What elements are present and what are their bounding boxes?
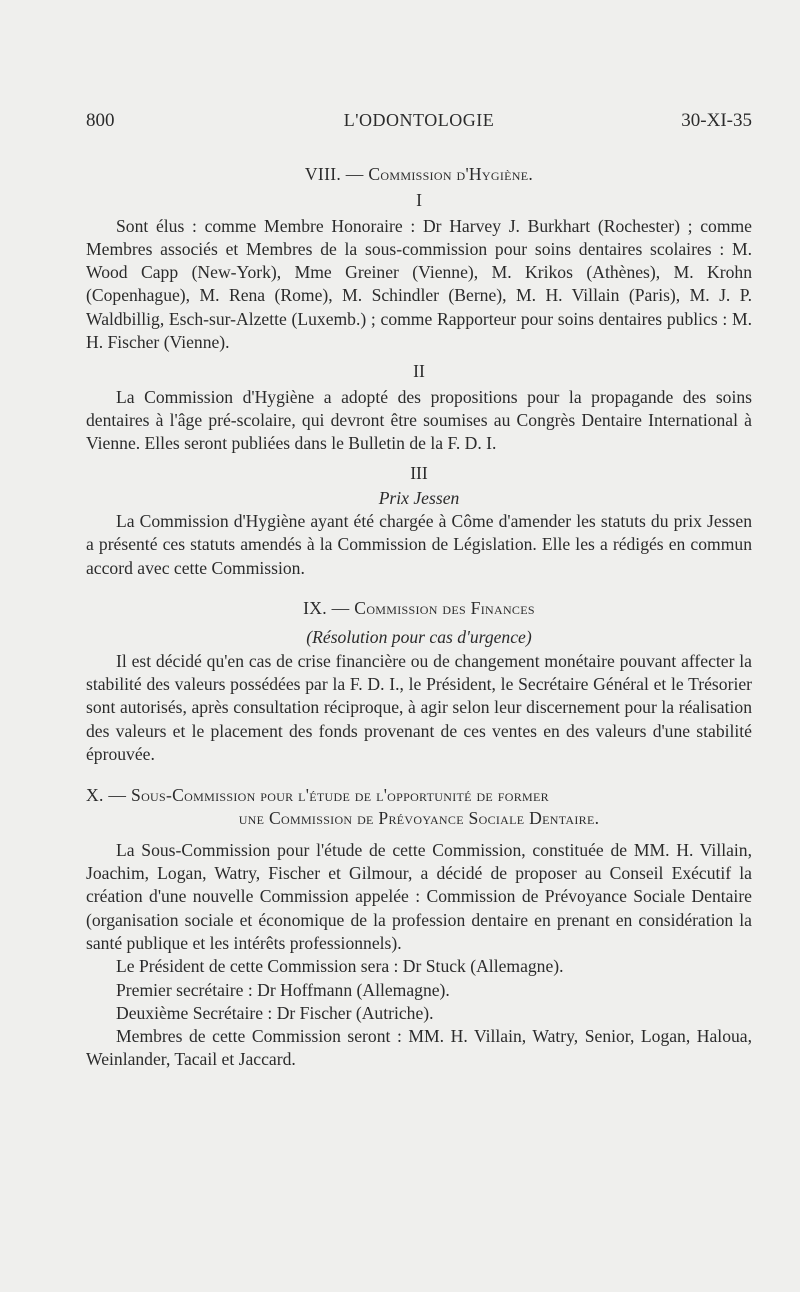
section-9-paragraph: Il est décidé qu'en cas de crise financière ou de changement monétaire pouvant affecter la stabilité des valeurs possédées par la F. D. I., le Président, le Secrétaire Général et le Trésorier sont autorisés, après consultation réciproque, à agir selon leur discernement pour la réalisation des valeurs et le placement des fonds provenant de ces ventes en des valeurs d'une stabilité éprouvée. (86, 650, 752, 764)
section-8-part-3-paragraph: La Commission d'Hygiène ayant été chargée à Côme d'amender les statuts du prix Jessen a présenté ces statuts amendés à la Commission de Législation. Elle les a rédigés en commun accord avec cette Commission. (86, 511, 752, 578)
section-9-subtitle: (Résolution pour cas d'urgence) (306, 627, 532, 648)
section-10-heading-line-1: X. — Sous-Commission pour l'étude de l'opportunité de former (86, 785, 549, 806)
journal-title: L'ODONTOLOGIE (343, 110, 495, 130)
section-10-president: Le Président de cette Commission sera : Dr Stuck (Allemagne). (116, 956, 564, 977)
section-9-heading: IX. — Commission des Finances (303, 598, 535, 619)
section-8-part-2-paragraph: La Commission d'Hygiène a adopté des propositions pour la propagande des soins dentaires à l'âge pré-scolaire, qui devront être soumises au Congrès Dentaire International à Vienne. Elles seront publiées dans le Bulletin de la F. D. I. (86, 386, 752, 454)
issue-date: 30-XI-35 (681, 110, 752, 131)
running-header (86, 110, 752, 140)
section-10-paragraph: La Sous-Commission pour l'étude de cette Commission, constituée de MM. H. Villain, Joachim, Logan, Watry, Fischer et Gilmour, a décidé de proposer au Conseil Exécutif la création d'une nouvelle Commission appelée : Commission de Prévoyance Sociale Dentaire (organisation sociale et économique de la profession dentaire en prenant en considération la santé publique et les intérêts professionnels). (86, 839, 752, 953)
section-10-first-secretary: Premier secrétaire : Dr Hoffmann (Allemagne). (116, 979, 450, 1000)
section-8-part-3-subtitle: Prix Jessen (378, 487, 460, 508)
section-8-heading: VIII. — Commission d'Hygiène. (304, 164, 534, 184)
section-10-heading-line-2: une Commission de Prévoyance Sociale Dentaire. (238, 808, 600, 829)
page-number: 800 (86, 110, 115, 131)
body-text (86, 160, 752, 1072)
section-10-second-secretary: Deuxième Secrétaire : Dr Fischer (Autriche). (116, 1002, 434, 1023)
section-8-part-2-number: II (413, 361, 425, 382)
section-10-members: Membres de cette Commission seront : MM. H. Villain, Watry, Senior, Logan, Haloua, Weinlander, Tacail et Jaccard. (86, 1026, 752, 1070)
section-8-part-1-number: I (416, 190, 422, 211)
section-8-part-1-paragraph: Sont élus : comme Membre Honoraire : Dr Harvey J. Burkhart (Rochester) ; comme Membres associés et Membres de la sous-commission pour soins dentaires scolaires : M. Wood Capp (New-York), Mme Greiner (Vienne), M. Krikos (Athènes), M. Krohn (Copenhague), M. Rena (Rome), M. Schindler (Berne), M. H. Villain (Paris), M. J. P. Waldbillig, Esch-sur-Alzette (Luxemb.) ; comme Rapporteur pour soins dentaires publics : M. H. Fischer (Vienne). (86, 215, 752, 353)
section-8-part-3-number: III (410, 462, 428, 483)
